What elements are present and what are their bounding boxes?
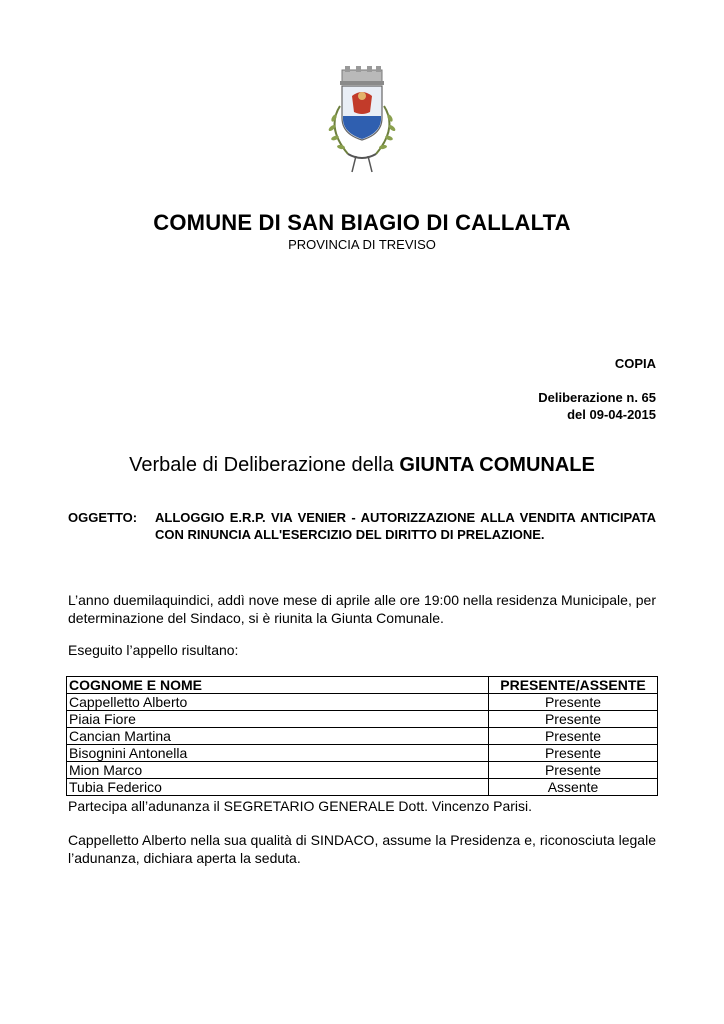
oggetto-section — [68, 509, 656, 543]
member-status: Presente — [489, 728, 658, 745]
comune-title: COMUNE DI SAN BIAGIO DI CALLALTA — [153, 210, 571, 235]
member-name: Cancian Martina — [67, 728, 489, 745]
table-row — [67, 779, 658, 796]
municipal-crest-icon — [312, 66, 412, 178]
table-row — [67, 745, 658, 762]
table-row — [67, 694, 658, 711]
deliberazione-info — [538, 389, 656, 423]
table-row — [67, 711, 658, 728]
member-name: Tubia Federico — [67, 779, 489, 796]
intro-paragraph: L’anno duemilaquindici, addì nove mese di aprile alle ore 19:00 nella residenza Municipale, per determinazione del Sindaco, si è riunita la Giunta Comunale. — [68, 592, 656, 626]
member-status: Assente — [489, 779, 658, 796]
deliberazione-number: Deliberazione n. 65 — [538, 390, 656, 405]
provincia-subtitle: PROVINCIA DI TREVISO — [288, 237, 436, 252]
oggetto-label: OGGETTO: — [68, 510, 138, 525]
verbale-prefix: Verbale di Deliberazione della — [129, 454, 400, 476]
member-status: Presente — [489, 694, 658, 711]
verbale-body: GIUNTA COMUNALE — [399, 454, 595, 476]
oggetto-text: ALLOGGIO E.R.P. VIA VENIER - AUTORIZZAZIONE ALLA VENDITA ANTICIPATA CON RINUNCIA ALL'ESERCIZIO DEL DIRITTO DI PRELAZIONE. — [155, 510, 656, 542]
attendance-table — [66, 676, 658, 796]
member-name: Cappelletto Alberto — [67, 694, 489, 711]
member-name: Piaia Fiore — [67, 711, 489, 728]
deliberazione-date: del 09-04-2015 — [567, 407, 656, 422]
header-name: COGNOME E NOME — [67, 677, 489, 694]
presidenza-paragraph: Cappelletto Alberto nella sua qualità di SINDACO, assume la Presidenza e, riconosciuta legale l’adunanza, dichiara aperta la seduta. — [68, 832, 656, 866]
copia-label: COPIA — [614, 356, 656, 371]
member-name: Bisognini Antonella — [67, 745, 489, 762]
table-row — [67, 762, 658, 779]
table-header-row — [67, 677, 658, 694]
member-status: Presente — [489, 711, 658, 728]
header-status: PRESENTE/ASSENTE — [489, 677, 658, 694]
segretario-paragraph: Partecipa all’adunanza il SEGRETARIO GENERALE Dott. Vincenzo Parisi. — [68, 798, 533, 814]
verbale-heading — [0, 454, 724, 477]
member-status: Presente — [489, 762, 658, 779]
table-row — [67, 728, 658, 745]
member-status: Presente — [489, 745, 658, 762]
member-name: Mion Marco — [67, 762, 489, 779]
appello-paragraph: Eseguito l’appello risultano: — [68, 642, 239, 658]
